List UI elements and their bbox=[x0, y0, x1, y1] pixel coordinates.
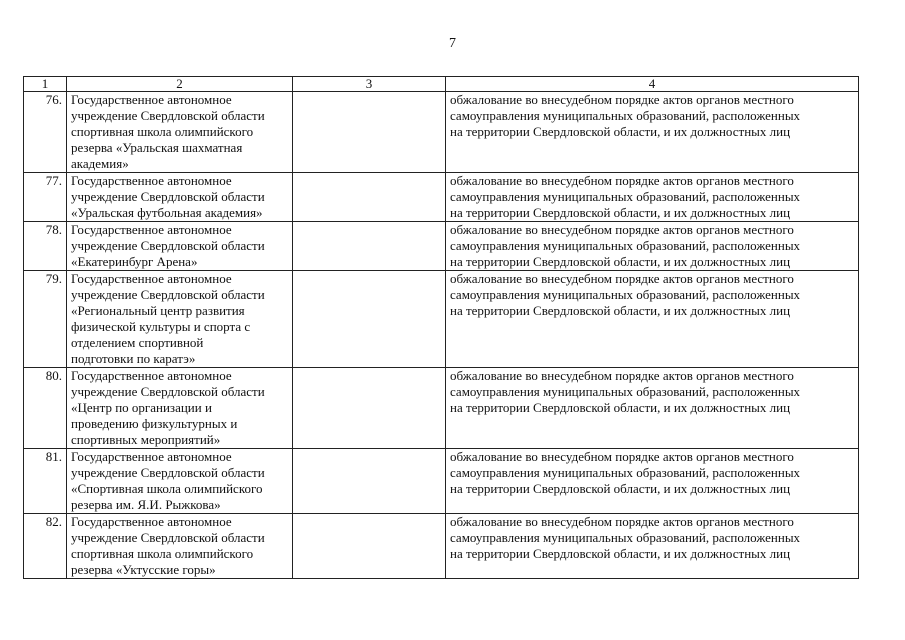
organization-name: Государственное автономное учреждение Свердловской области спортивная школа олимпийского резерва «Уктусские горы» bbox=[67, 514, 293, 579]
organization-name: Государственное автономное учреждение Свердловской области «Уральская футбольная академия» bbox=[67, 173, 293, 222]
table-row bbox=[24, 449, 859, 514]
appeal-description: обжалование во внесудебном порядке актов органов местного самоуправления муниципальных образований, расположенных на территории Свердловской области, и их должностных лиц bbox=[446, 271, 859, 368]
appeal-description: обжалование во внесудебном порядке актов органов местного самоуправления муниципальных образований, расположенных на территории Свердловской области, и их должностных лиц bbox=[446, 514, 859, 579]
row-number: 78. bbox=[24, 222, 67, 271]
row-number: 81. bbox=[24, 449, 67, 514]
column-header-1: 1 bbox=[24, 77, 67, 92]
column-header-2: 2 bbox=[67, 77, 293, 92]
column-3-cell bbox=[293, 514, 446, 579]
column-3-cell bbox=[293, 173, 446, 222]
column-header-3: 3 bbox=[293, 77, 446, 92]
column-3-cell bbox=[293, 92, 446, 173]
row-number: 79. bbox=[24, 271, 67, 368]
column-3-cell bbox=[293, 271, 446, 368]
appeal-description: обжалование во внесудебном порядке актов органов местного самоуправления муниципальных образований, расположенных на территории Свердловской области, и их должностных лиц bbox=[446, 222, 859, 271]
column-header-4: 4 bbox=[446, 77, 859, 92]
appeal-description: обжалование во внесудебном порядке актов органов местного самоуправления муниципальных образований, расположенных на территории Свердловской области, и их должностных лиц bbox=[446, 449, 859, 514]
page-number: 7 bbox=[449, 36, 456, 51]
table-row bbox=[24, 173, 859, 222]
table-row bbox=[24, 222, 859, 271]
appeal-description: обжалование во внесудебном порядке актов органов местного самоуправления муниципальных образований, расположенных на территории Свердловской области, и их должностных лиц bbox=[446, 92, 859, 173]
table-row bbox=[24, 368, 859, 449]
column-3-cell bbox=[293, 222, 446, 271]
table-header-row bbox=[24, 77, 859, 92]
organization-name: Государственное автономное учреждение Свердловской области «Центр по организации и проведению физкультурных и спортивных мероприятий» bbox=[67, 368, 293, 449]
column-3-cell bbox=[293, 449, 446, 514]
table-row bbox=[24, 271, 859, 368]
row-number: 77. bbox=[24, 173, 67, 222]
row-number: 82. bbox=[24, 514, 67, 579]
table-body bbox=[24, 92, 859, 579]
organization-name: Государственное автономное учреждение Свердловской области «Спортивная школа олимпийского резерва им. Я.И. Рыжкова» bbox=[67, 449, 293, 514]
organization-name: Государственное автономное учреждение Свердловской области «Екатеринбург Арена» bbox=[67, 222, 293, 271]
table-row bbox=[24, 92, 859, 173]
organization-name: Государственное автономное учреждение Свердловской области спортивная школа олимпийского резерва «Уральская шахматная академия» bbox=[67, 92, 293, 173]
row-number: 80. bbox=[24, 368, 67, 449]
document-table bbox=[23, 76, 859, 579]
table-row bbox=[24, 514, 859, 579]
appeal-description: обжалование во внесудебном порядке актов органов местного самоуправления муниципальных образований, расположенных на территории Свердловской области, и их должностных лиц bbox=[446, 173, 859, 222]
appeal-description: обжалование во внесудебном порядке актов органов местного самоуправления муниципальных образований, расположенных на территории Свердловской области, и их должностных лиц bbox=[446, 368, 859, 449]
organization-name: Государственное автономное учреждение Свердловской области «Региональный центр развития физической культуры и спорта с отделением спортивной подготовки по каратэ» bbox=[67, 271, 293, 368]
row-number: 76. bbox=[24, 92, 67, 173]
column-3-cell bbox=[293, 368, 446, 449]
